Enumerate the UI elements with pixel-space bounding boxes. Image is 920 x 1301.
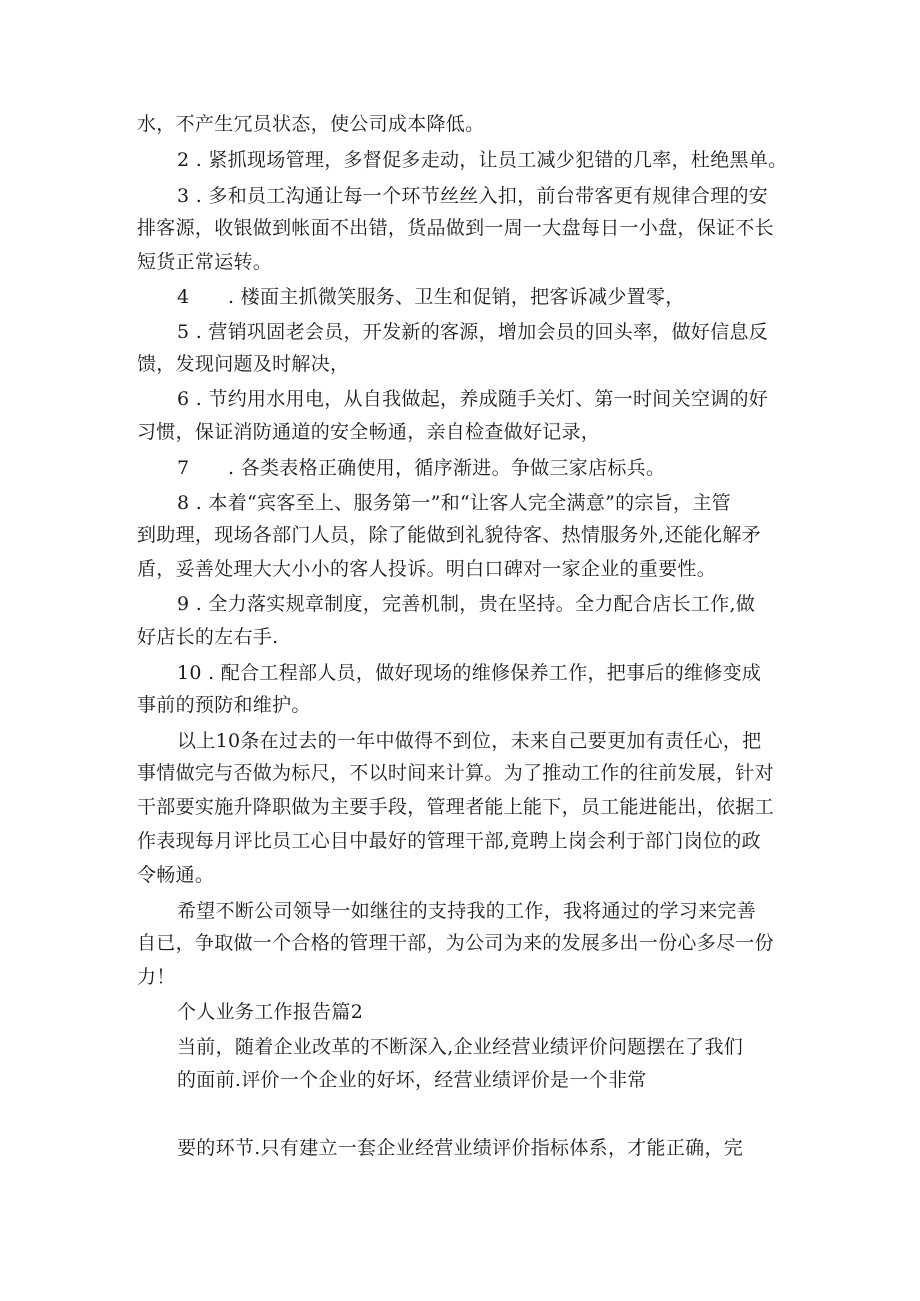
text-line: 2 . 紧抓现场管理，多督促多走动，让员工减少犯错的几率，杜绝黑单。 [177, 149, 788, 171]
text-line: 4 . 楼面主抓微笑服务、卫生和促销，把客诉减少置零， [177, 286, 685, 308]
text-line: 事前的预防和维护。 [137, 694, 311, 716]
text-line: 6 . 节约用水用电，从自我做起，养成随手关灯、第一时间关空调的好 [177, 388, 769, 410]
text-line: 要的环节.只有建立一套企业经营业绩评价指标体系，才能正确，完 [177, 1137, 744, 1159]
text-line: 水，不产生冗员状态，使公司成本降低。 [137, 113, 485, 135]
text-line: 力！ [137, 966, 176, 988]
text-line: 10 . 配合工程部人员，做好现场的维修保养工作，把事后的维修变成 [177, 662, 762, 684]
text-line: 8 . 本着“宾客至上、服务第一”和“让客人完全满意”的宗旨，主管 [177, 492, 731, 514]
text-line: 当前，随着企业改革的不断深入,企业经营业绩评价问题摆在了我们 [177, 1036, 744, 1058]
text-line: 5 . 营销巩固老会员，开发新的客源，增加会员的回头率，做好信息反 [177, 321, 769, 343]
text-line: 以上10条在过去的一年中做得不到位，未来自己要更加有责任心，把 [177, 730, 762, 752]
text-line: 7 . 各类表格正确使用，循序渐进。争做三家店标兵。 [177, 457, 666, 479]
text-line: 好店长的左右手. [137, 626, 279, 648]
text-line: 9 . 全力落实规章制度，完善机制，贵在坚持。全力配合店长工作,做 [177, 593, 756, 615]
text-line: 习惯，保证消防通道的安全畅通，亲自检查做好记录， [137, 421, 601, 443]
text-line: 的面前.评价一个企业的好坏，经营业绩评价是一个非常 [177, 1069, 647, 1091]
text-line: 干部要实施升降职做为主要手段，管理者能上能下，员工能进能出，依据工 [137, 796, 774, 818]
section-heading: 个人业务工作报告篇2 [177, 1001, 364, 1023]
text-line: 盾，妥善处理大大小小的客人投诉。明白口碑对一家企业的重要性。 [137, 558, 717, 580]
text-line: 事情做完与否做为标尺，不以时间来计算。为了推动工作的往前发展，针对 [137, 762, 774, 784]
text-line: 到助理，现场各部门人员，除了能做到礼貌待客、热情服务外,还能化解矛 [137, 524, 761, 546]
text-line: 自已，争取做一个合格的管理干部，为公司为来的发展多出一份心多尽一份 [137, 932, 774, 954]
text-line: 馈，发现问题及时解决， [137, 353, 350, 375]
text-line: 3 . 多和员工沟通让每一个环节丝丝入扣，前台带客更有规律合理的安 [177, 185, 769, 207]
text-line: 作表现每月评比员工心目中最好的管理干部,竟聘上岗会利于部门岗位的政 [137, 830, 761, 852]
text-line: 希望不断公司领导一如继往的支持我的工作，我将通过的学习来完善 [177, 900, 757, 922]
text-line: 令畅通。 [137, 864, 215, 886]
text-line: 排客源，收银做到帐面不出错，货品做到一周一大盘每日一小盘，保证不长 [137, 217, 774, 239]
text-line: 短货正常运转。 [137, 251, 273, 273]
